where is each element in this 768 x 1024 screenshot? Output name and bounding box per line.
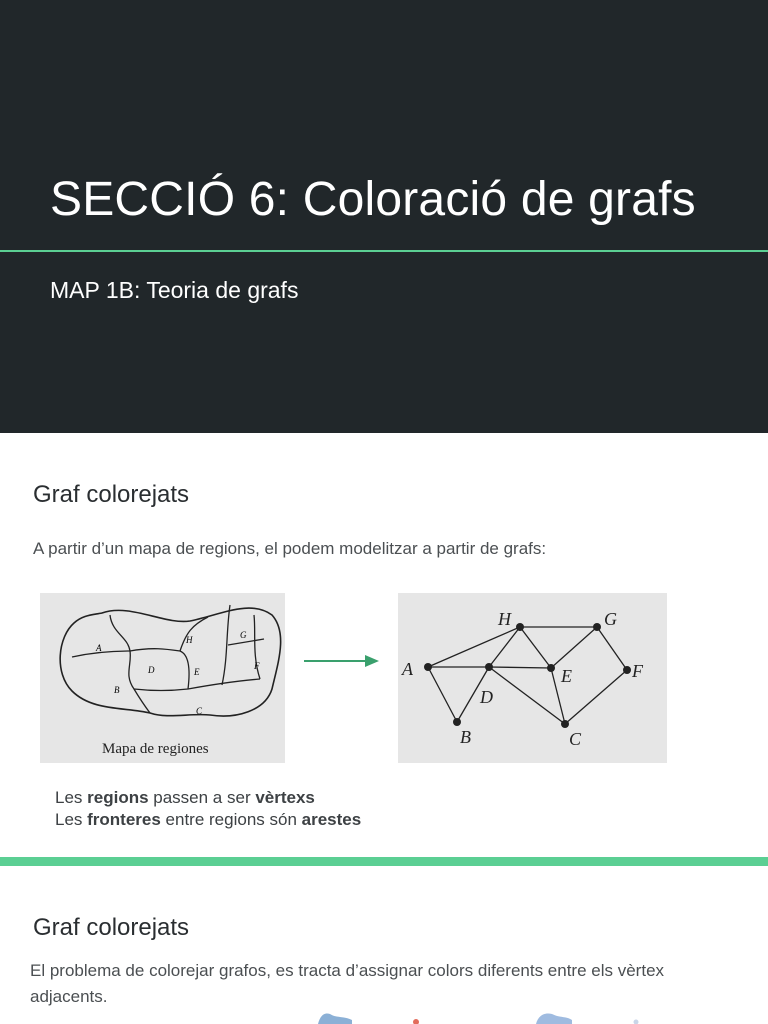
map-border bbox=[130, 649, 189, 689]
map-outline bbox=[60, 608, 280, 716]
vertex bbox=[516, 623, 524, 631]
notes bbox=[55, 787, 361, 831]
vertex-label: F bbox=[632, 661, 643, 681]
slide-title: SECCIÓ 6: Coloració de grafs bbox=[50, 173, 696, 226]
arrow-right-icon bbox=[303, 653, 381, 669]
slide-subtitle: MAP 1B: Teoria de grafs bbox=[50, 277, 299, 303]
slide-body-text: El problema de colorejar grafos, es tracta d’assignar colors diferents entre els vèrtex adjacents. bbox=[30, 961, 665, 1006]
note-line bbox=[55, 809, 361, 831]
title-divider bbox=[0, 250, 768, 252]
vertex bbox=[593, 623, 601, 631]
slide-heading: Graf colorejats bbox=[33, 481, 190, 508]
graph-image bbox=[398, 593, 667, 763]
slide-heading: Graf colorejats bbox=[33, 914, 190, 941]
vertex-label: G bbox=[604, 609, 617, 629]
note-emphasis: regions bbox=[87, 788, 149, 807]
slide-graph-coloring-problem bbox=[0, 866, 768, 1024]
vertex-label: B bbox=[460, 727, 471, 747]
slide-intro-text: A partir d’un mapa de regions, el podem modelitzar a partir de grafs: bbox=[33, 539, 547, 558]
note-emphasis: vèrtexs bbox=[255, 788, 315, 807]
map-border bbox=[110, 615, 150, 713]
note-emphasis: arestes bbox=[301, 810, 362, 829]
vertex-label: C bbox=[569, 729, 582, 749]
note-text: passen a ser bbox=[148, 788, 256, 807]
slide-graph-coloring-intro bbox=[0, 433, 768, 857]
note-line bbox=[55, 787, 361, 809]
vertex-label: H bbox=[498, 609, 511, 629]
cropped-image-preview bbox=[0, 1008, 768, 1024]
region-map-image bbox=[40, 593, 285, 763]
map-caption: Mapa de regiones bbox=[102, 741, 209, 757]
region-label: C bbox=[196, 706, 203, 716]
title-slide bbox=[0, 0, 768, 433]
vertex-label: D bbox=[480, 687, 493, 707]
graph-edges bbox=[428, 627, 627, 724]
vertex bbox=[485, 663, 493, 671]
vertex bbox=[623, 666, 631, 674]
region-label: D bbox=[148, 665, 155, 675]
note-text: entre regions són bbox=[160, 810, 302, 829]
region-label: H bbox=[186, 635, 193, 645]
graph-vertices bbox=[424, 623, 631, 728]
region-label: B bbox=[114, 685, 120, 695]
note-text: Les bbox=[55, 810, 88, 829]
region-map-drawing bbox=[40, 593, 285, 763]
vertex bbox=[561, 720, 569, 728]
vertex bbox=[453, 718, 461, 726]
region-label: G bbox=[240, 630, 247, 640]
note-emphasis: fronteres bbox=[87, 810, 161, 829]
vertex bbox=[547, 664, 555, 672]
map-border bbox=[134, 679, 260, 691]
region-label: E bbox=[194, 667, 200, 677]
vertex-label: A bbox=[402, 659, 413, 679]
vertex-label: E bbox=[561, 666, 572, 686]
note-text: Les bbox=[55, 788, 88, 807]
region-label: A bbox=[96, 643, 102, 653]
slide-separator bbox=[0, 857, 768, 866]
vertex bbox=[424, 663, 432, 671]
region-label: F bbox=[254, 661, 260, 671]
graph-drawing bbox=[398, 593, 667, 763]
